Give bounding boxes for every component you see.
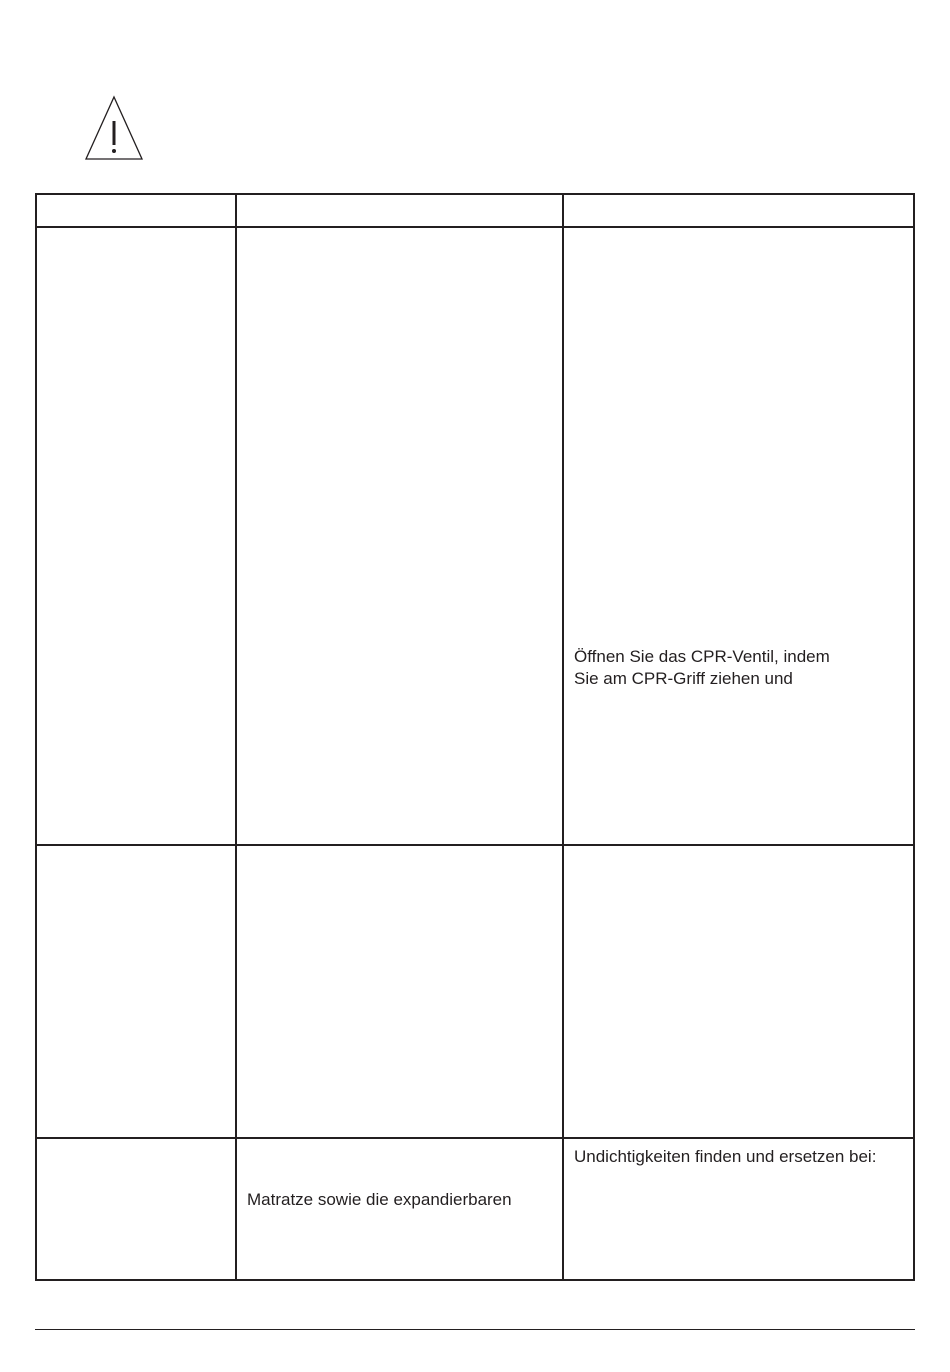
- warning-triangle-icon: [84, 95, 144, 161]
- column-divider: [562, 195, 564, 1279]
- troubleshooting-table: [35, 193, 915, 1281]
- row1-col3-line2: Sie am CPR-Griff ziehen und: [574, 669, 793, 688]
- row3-col2: Matratze sowie die expandierbaren: [247, 1190, 512, 1209]
- row3-col3: Undichtigkeiten finden und ersetzen bei:: [574, 1147, 877, 1166]
- column-divider: [235, 195, 237, 1279]
- footer-rule: [35, 1329, 915, 1330]
- row-divider: [37, 1137, 913, 1139]
- header-row-divider: [37, 226, 913, 228]
- row-divider: [37, 844, 913, 846]
- row1-col3-line1: Öffnen Sie das CPR-Ventil, indem: [574, 647, 830, 666]
